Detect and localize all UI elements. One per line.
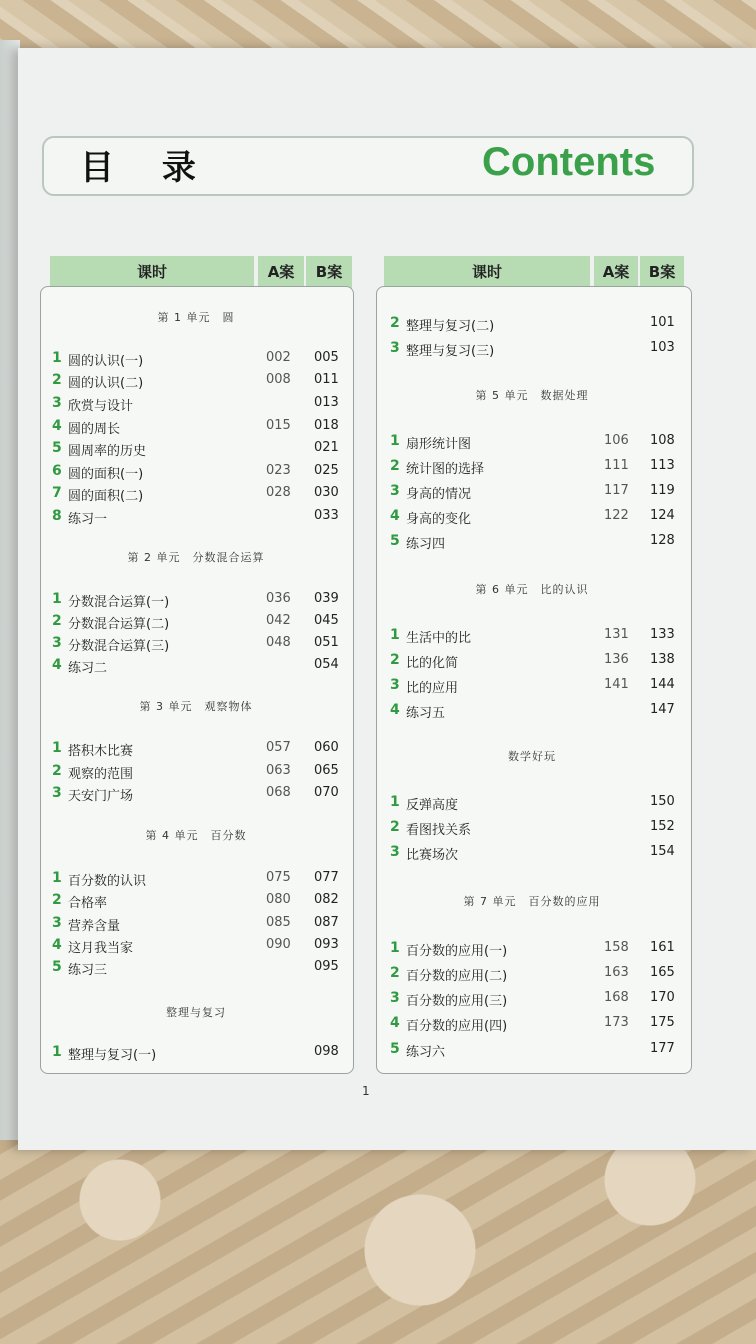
lesson-number: 3	[52, 635, 62, 651]
lesson-title: 扇形统计图	[406, 437, 472, 452]
contents-row[interactable]	[52, 959, 342, 979]
contents-row[interactable]	[390, 627, 680, 647]
a-plan-page: 111	[604, 458, 629, 473]
a-plan-page: 057	[266, 740, 291, 755]
b-plan-page: 013	[314, 395, 339, 410]
left-column-headers	[50, 256, 350, 290]
b-plan-page: 165	[650, 965, 675, 980]
lesson-number: 1	[52, 870, 62, 886]
lesson-number: 2	[52, 613, 62, 629]
contents-row[interactable]	[390, 652, 680, 672]
a-plan-page: 163	[604, 965, 629, 980]
lesson-number: 5	[52, 440, 62, 456]
contents-row[interactable]	[390, 508, 680, 528]
lesson-number: 1	[390, 627, 400, 643]
b-plan-column-header: B案	[640, 256, 684, 290]
contents-row[interactable]	[390, 965, 680, 985]
lesson-number: 6	[52, 463, 62, 479]
contents-row[interactable]	[52, 657, 342, 677]
contents-row[interactable]	[52, 440, 342, 460]
a-plan-page: 048	[266, 635, 291, 650]
contents-row[interactable]	[390, 819, 680, 839]
contents-row[interactable]	[52, 613, 342, 633]
lesson-number: 3	[390, 677, 400, 693]
lesson-number: 1	[52, 1044, 62, 1060]
lesson-number: 2	[390, 652, 400, 668]
lesson-number: 1	[390, 794, 400, 810]
unit-heading: 数学好玩	[508, 750, 556, 763]
a-plan-page: 168	[604, 990, 629, 1005]
lesson-number: 1	[52, 350, 62, 366]
lesson-number: 5	[390, 533, 400, 549]
contents-row[interactable]	[52, 937, 342, 957]
a-plan-page: 117	[604, 483, 629, 498]
lesson-number: 3	[390, 844, 400, 860]
a-plan-page: 158	[604, 940, 629, 955]
lesson-title: 这月我当家	[68, 941, 134, 956]
contents-row[interactable]	[390, 844, 680, 864]
contents-row[interactable]	[390, 483, 680, 503]
lesson-title: 练习六	[406, 1045, 446, 1060]
lesson-title: 统计图的选择	[406, 462, 485, 477]
b-plan-page: 011	[314, 372, 339, 387]
a-plan-page: 023	[266, 463, 291, 478]
book-spine	[0, 40, 20, 1140]
lesson-number: 3	[52, 915, 62, 931]
contents-row[interactable]	[52, 892, 342, 912]
b-plan-page: 152	[650, 819, 675, 834]
contents-row[interactable]	[390, 1041, 680, 1061]
b-plan-page: 154	[650, 844, 675, 859]
lesson-title: 欣赏与设计	[68, 399, 134, 414]
contents-row[interactable]	[52, 763, 342, 783]
b-plan-page: 177	[650, 1041, 675, 1056]
contents-row[interactable]	[52, 350, 342, 370]
b-plan-page: 144	[650, 677, 675, 692]
a-plan-page: 106	[604, 433, 629, 448]
b-plan-page: 060	[314, 740, 339, 755]
lesson-number: 4	[390, 702, 400, 718]
lesson-title: 生活中的比	[406, 631, 472, 646]
a-plan-page: 008	[266, 372, 291, 387]
b-plan-page: 093	[314, 937, 339, 952]
contents-row[interactable]	[390, 940, 680, 960]
a-plan-page: 090	[266, 937, 291, 952]
lesson-title: 练习四	[406, 537, 446, 552]
lesson-number: 4	[390, 508, 400, 524]
lesson-number: 4	[390, 1015, 400, 1031]
b-plan-page: 095	[314, 959, 339, 974]
b-plan-page: 051	[314, 635, 339, 650]
a-plan-page: 075	[266, 870, 291, 885]
b-plan-page: 033	[314, 508, 339, 523]
b-plan-page: 018	[314, 418, 339, 433]
a-plan-page: 036	[266, 591, 291, 606]
lesson-title: 观察的范围	[68, 767, 134, 782]
b-plan-page: 025	[314, 463, 339, 478]
contents-row[interactable]	[52, 915, 342, 935]
lesson-title: 圆的面积(二)	[68, 489, 144, 504]
lesson-number: 1	[52, 740, 62, 756]
lesson-title: 圆的周长	[68, 422, 121, 437]
unit-heading: 第 2 单元 分数混合运算	[127, 551, 265, 564]
lesson-title: 身高的情况	[406, 487, 472, 502]
contents-row[interactable]	[390, 702, 680, 722]
page-number: 1	[362, 1084, 370, 1098]
contents-row[interactable]	[52, 463, 342, 483]
lesson-title: 分数混合运算(三)	[68, 639, 170, 654]
b-plan-page: 113	[650, 458, 675, 473]
a-plan-page: 173	[604, 1015, 629, 1030]
a-plan-column-header: A案	[258, 256, 304, 290]
contents-row[interactable]	[52, 395, 342, 415]
lesson-title: 练习一	[68, 512, 108, 527]
lesson-number: 4	[52, 657, 62, 673]
b-plan-page: 021	[314, 440, 339, 455]
contents-row[interactable]	[390, 315, 680, 335]
lesson-number: 2	[390, 458, 400, 474]
lesson-title: 练习三	[68, 963, 108, 978]
b-plan-page: 054	[314, 657, 339, 672]
unit-heading: 整理与复习	[166, 1006, 226, 1019]
a-plan-page: 068	[266, 785, 291, 800]
a-plan-page: 080	[266, 892, 291, 907]
b-plan-column-header: B案	[306, 256, 352, 290]
page-title-chinese: 目 录	[80, 148, 214, 188]
lesson-number: 4	[52, 937, 62, 953]
contents-row[interactable]	[52, 418, 342, 438]
b-plan-page: 039	[314, 591, 339, 606]
b-plan-page: 070	[314, 785, 339, 800]
lesson-title: 百分数的应用(三)	[406, 994, 508, 1009]
contents-row[interactable]	[390, 533, 680, 553]
contents-row[interactable]	[52, 591, 342, 611]
lesson-title: 百分数的认识	[68, 874, 147, 889]
lesson-number: 3	[390, 340, 400, 356]
b-plan-page: 077	[314, 870, 339, 885]
unit-heading: 第 5 单元 数据处理	[475, 389, 589, 402]
lesson-title: 百分数的应用(一)	[406, 944, 508, 959]
b-plan-page: 175	[650, 1015, 675, 1030]
contents-row[interactable]	[52, 485, 342, 505]
contents-row[interactable]	[52, 372, 342, 392]
lesson-number: 8	[52, 508, 62, 524]
lesson-title: 合格率	[68, 896, 108, 911]
lesson-title: 整理与复习(一)	[68, 1048, 157, 1063]
b-plan-page: 161	[650, 940, 675, 955]
lesson-column-header: 课时	[50, 256, 254, 290]
b-plan-page: 030	[314, 485, 339, 500]
lesson-title: 练习二	[68, 661, 108, 676]
unit-heading: 第 7 单元 百分数的应用	[463, 895, 601, 908]
a-plan-page: 002	[266, 350, 291, 365]
page-title-english: Contents	[482, 140, 656, 184]
a-plan-column-header: A案	[594, 256, 638, 290]
b-plan-page: 170	[650, 990, 675, 1005]
b-plan-page: 098	[314, 1044, 339, 1059]
lesson-number: 7	[52, 485, 62, 501]
lesson-number: 5	[52, 959, 62, 975]
lesson-number: 1	[52, 591, 62, 607]
b-plan-page: 138	[650, 652, 675, 667]
contents-row[interactable]	[52, 785, 342, 805]
contents-row[interactable]	[390, 340, 680, 360]
lesson-title: 分数混合运算(一)	[68, 595, 170, 610]
lesson-number: 3	[52, 395, 62, 411]
lesson-title: 百分数的应用(四)	[406, 1019, 508, 1034]
contents-row[interactable]	[52, 508, 342, 528]
contents-row[interactable]	[52, 870, 342, 890]
lesson-title: 圆的面积(一)	[68, 467, 144, 482]
b-plan-page: 133	[650, 627, 675, 642]
contents-row[interactable]	[52, 740, 342, 760]
contents-row[interactable]	[52, 635, 342, 655]
b-plan-page: 087	[314, 915, 339, 930]
lesson-title: 比的化简	[406, 656, 459, 671]
a-plan-page: 136	[604, 652, 629, 667]
b-plan-page: 082	[314, 892, 339, 907]
lesson-number: 4	[52, 418, 62, 434]
unit-heading: 第 1 单元 圆	[157, 311, 235, 324]
a-plan-page: 085	[266, 915, 291, 930]
lesson-title: 百分数的应用(二)	[406, 969, 508, 984]
lesson-title: 天安门广场	[68, 789, 134, 804]
contents-row[interactable]	[390, 458, 680, 478]
a-plan-page: 122	[604, 508, 629, 523]
a-plan-page: 042	[266, 613, 291, 628]
lesson-title: 比的应用	[406, 681, 459, 696]
lesson-number: 1	[390, 940, 400, 956]
b-plan-page: 065	[314, 763, 339, 778]
lesson-title: 反弹高度	[406, 798, 459, 813]
lesson-title: 圆的认识(二)	[68, 376, 144, 391]
a-plan-page: 131	[604, 627, 629, 642]
lesson-number: 2	[390, 315, 400, 331]
lesson-title: 比赛场次	[406, 848, 459, 863]
a-plan-page: 028	[266, 485, 291, 500]
lesson-title: 营养含量	[68, 919, 121, 934]
lesson-title: 看图找关系	[406, 823, 472, 838]
tablecloth-bottom	[0, 1140, 756, 1344]
lesson-title: 练习五	[406, 706, 446, 721]
lesson-number: 3	[390, 990, 400, 1006]
b-plan-page: 147	[650, 702, 675, 717]
lesson-title: 整理与复习(二)	[406, 319, 495, 334]
b-plan-page: 124	[650, 508, 675, 523]
lesson-title: 搭积木比赛	[68, 744, 134, 759]
b-plan-page: 045	[314, 613, 339, 628]
lesson-number: 2	[52, 763, 62, 779]
contents-row[interactable]	[390, 677, 680, 697]
a-plan-page: 015	[266, 418, 291, 433]
a-plan-page: 141	[604, 677, 629, 692]
lesson-number: 3	[52, 785, 62, 801]
lesson-title: 分数混合运算(二)	[68, 617, 170, 632]
lesson-number: 1	[390, 433, 400, 449]
lesson-number: 2	[52, 372, 62, 388]
b-plan-page: 101	[650, 315, 675, 330]
lesson-column-header: 课时	[384, 256, 590, 290]
contents-row[interactable]	[390, 990, 680, 1010]
b-plan-page: 119	[650, 483, 675, 498]
b-plan-page: 150	[650, 794, 675, 809]
b-plan-page: 108	[650, 433, 675, 448]
unit-heading: 第 4 单元 百分数	[145, 829, 247, 842]
a-plan-page: 063	[266, 763, 291, 778]
lesson-number: 3	[390, 483, 400, 499]
lesson-number: 2	[390, 819, 400, 835]
right-column-headers	[384, 256, 684, 290]
lesson-title: 圆周率的历史	[68, 444, 147, 459]
unit-heading: 第 3 单元 观察物体	[139, 700, 253, 713]
lesson-number: 2	[52, 892, 62, 908]
unit-heading: 第 6 单元 比的认识	[475, 583, 589, 596]
contents-row[interactable]	[390, 794, 680, 814]
b-plan-page: 005	[314, 350, 339, 365]
contents-row[interactable]	[390, 433, 680, 453]
b-plan-page: 128	[650, 533, 675, 548]
lesson-title: 身高的变化	[406, 512, 472, 527]
lesson-number: 5	[390, 1041, 400, 1057]
lesson-number: 2	[390, 965, 400, 981]
lesson-title: 整理与复习(三)	[406, 344, 495, 359]
contents-row[interactable]	[52, 1044, 342, 1064]
contents-row[interactable]	[390, 1015, 680, 1035]
lesson-title: 圆的认识(一)	[68, 354, 144, 369]
b-plan-page: 103	[650, 340, 675, 355]
